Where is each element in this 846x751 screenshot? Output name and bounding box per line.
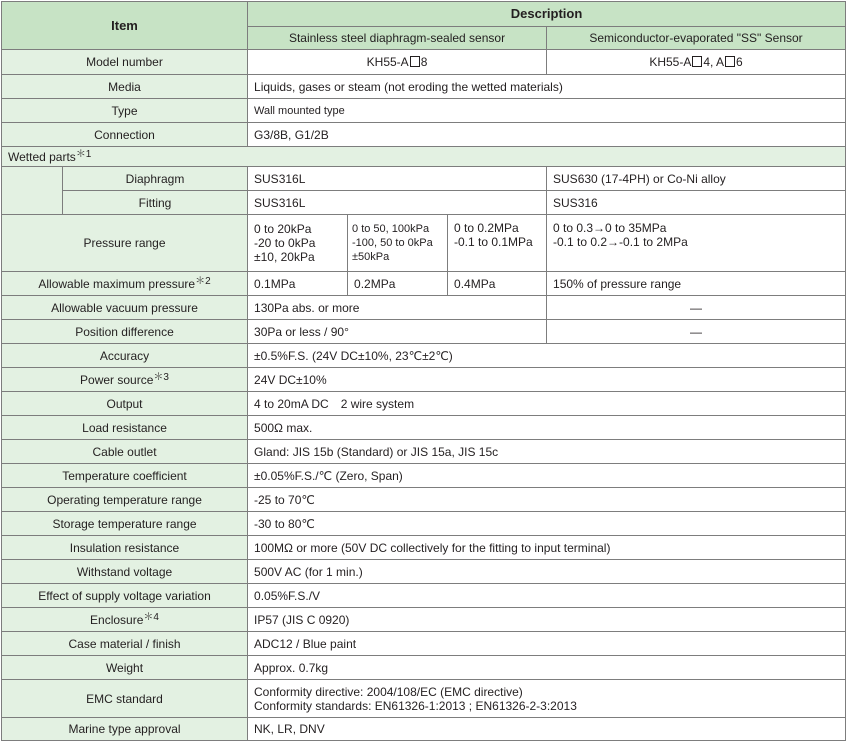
case-material-label: Case material / finish [2, 632, 248, 656]
row-pressure-range [2, 215, 846, 272]
output-value: 4 to 20mA DC 2 wire system [248, 392, 846, 416]
position-difference-value: 30Pa or less / 90° [248, 320, 547, 344]
model-number-label: Model number [2, 50, 248, 75]
row-output [2, 392, 846, 416]
row-insulation-resistance [2, 536, 846, 560]
media-value: Liquids, gases or steam (not eroding the wetted materials) [248, 75, 846, 99]
pressure-range-ss: 0 to 0.3→0 to 35MPa -0.1 to 0.2→-0.1 to 2MPa [547, 215, 846, 272]
row-weight [2, 656, 846, 680]
row-withstand-voltage [2, 560, 846, 584]
supply-voltage-variation-label: Effect of supply voltage variation [2, 584, 248, 608]
wetted-parts-indent [2, 167, 63, 215]
header-row [2, 2, 846, 27]
footnote-2: ＊2 [195, 275, 211, 287]
allowable-max-col2: 0.2MPa [348, 272, 448, 296]
accuracy-value: ±0.5%F.S. (24V DC±10%, 23℃±2℃) [248, 344, 846, 368]
fitting-stainless: SUS316L [248, 191, 547, 215]
pressure-range-col3: 0 to 0.2MPa -0.1 to 0.1MPa [448, 215, 547, 272]
description-header: Description [248, 2, 846, 27]
diaphragm-stainless: SUS316L [248, 167, 547, 191]
insulation-resistance-value: 100MΩ or more (50V DC collectively for the fitting to input terminal) [248, 536, 846, 560]
row-position-difference [2, 320, 846, 344]
row-power-source [2, 368, 846, 392]
operating-temperature-label: Operating temperature range [2, 488, 248, 512]
withstand-voltage-value: 500V AC (for 1 min.) [248, 560, 846, 584]
cable-outlet-value: Gland: JIS 15b (Standard) or JIS 15a, JIS 15c [248, 440, 846, 464]
row-fitting [2, 191, 846, 215]
withstand-voltage-label: Withstand voltage [2, 560, 248, 584]
placeholder-box-icon [692, 56, 702, 67]
row-model-number [2, 50, 846, 75]
load-resistance-value: 500Ω max. [248, 416, 846, 440]
emc-standard-value: Conformity directive: 2004/108/EC (EMC directive) Conformity standards: EN61326-1:2013 ; EN61326-2-3:2013 [248, 680, 846, 718]
case-material-value: ADC12 / Blue paint [248, 632, 846, 656]
row-marine-approval [2, 718, 846, 741]
insulation-resistance-label: Insulation resistance [2, 536, 248, 560]
power-source-value: 24V DC±10% [248, 368, 846, 392]
row-enclosure [2, 608, 846, 632]
wetted-parts-label: Wetted parts$^{*1}$ [2, 147, 846, 167]
power-source-label: Power source$^{*3}$ [2, 368, 248, 392]
footnote-4: ＊4 [143, 611, 159, 623]
row-diaphragm [2, 167, 846, 191]
pressure-range-col2: 0 to 50, 100kPa -100, 50 to 0kPa ±50kPa [348, 215, 448, 272]
allowable-max-ss: 150% of pressure range [547, 272, 846, 296]
operating-temperature-value: -25 to 70℃ [248, 488, 846, 512]
vacuum-ss: — [547, 296, 846, 320]
enclosure-value: IP57 (JIS C 0920) [248, 608, 846, 632]
row-storage-temperature [2, 512, 846, 536]
accuracy-label: Accuracy [2, 344, 248, 368]
position-difference-label: Position difference [2, 320, 248, 344]
diaphragm-ss: SUS630 (17-4PH) or Co-Ni alloy [547, 167, 846, 191]
enclosure-label: Enclosure$^{*4}$ [2, 608, 248, 632]
position-difference-ss: — [547, 320, 846, 344]
row-case-material [2, 632, 846, 656]
footnote-3: ＊3 [153, 371, 169, 383]
model-number-ss: KH55-A 4, A 6 [547, 50, 846, 75]
type-label: Type [2, 99, 248, 123]
cable-outlet-label: Cable outlet [2, 440, 248, 464]
marine-approval-value: NK, LR, DNV [248, 718, 846, 741]
row-accuracy [2, 344, 846, 368]
marine-approval-label: Marine type approval [2, 718, 248, 741]
allowable-max-col3: 0.4MPa [448, 272, 547, 296]
storage-temperature-label: Storage temperature range [2, 512, 248, 536]
row-supply-voltage-variation [2, 584, 846, 608]
semiconductor-sensor-header: Semiconductor-evaporated "SS" Sensor [547, 27, 846, 50]
row-emc-standard [2, 680, 846, 718]
model-number-stainless: KH55-A 8 [248, 50, 547, 75]
fitting-label: Fitting [63, 191, 248, 215]
weight-value: Approx. 0.7kg [248, 656, 846, 680]
storage-temperature-value: -30 to 80℃ [248, 512, 846, 536]
placeholder-box-icon [725, 56, 735, 67]
row-connection [2, 123, 846, 147]
diaphragm-label: Diaphragm [63, 167, 248, 191]
emc-standard-label: EMC standard [2, 680, 248, 718]
temperature-coefficient-label: Temperature coefficient [2, 464, 248, 488]
allowable-max-pressure-label: Allowable maximum pressure$^{*2}$ [2, 272, 248, 296]
row-load-resistance [2, 416, 846, 440]
row-temperature-coefficient [2, 464, 846, 488]
row-cable-outlet [2, 440, 846, 464]
stainless-sensor-header: Stainless steel diaphragm-sealed sensor [248, 27, 547, 50]
pressure-range-col1: 0 to 20kPa -20 to 0kPa ±10, 20kPa [248, 215, 348, 272]
connection-label: Connection [2, 123, 248, 147]
connection-value: G3/8B, G1/2B [248, 123, 846, 147]
vacuum-value: 130Pa abs. or more [248, 296, 547, 320]
row-media [2, 75, 846, 99]
media-label: Media [2, 75, 248, 99]
row-vacuum [2, 296, 846, 320]
item-header: Item [2, 2, 248, 50]
row-allowable-max-pressure [2, 272, 846, 296]
weight-label: Weight [2, 656, 248, 680]
footnote-1: ＊1 [75, 148, 92, 160]
allowable-max-col1: 0.1MPa [248, 272, 348, 296]
temperature-coefficient-value: ±0.05%F.S./℃ (Zero, Span) [248, 464, 846, 488]
specification-table [1, 1, 846, 741]
row-wetted-parts [2, 147, 846, 167]
supply-voltage-variation-value: 0.05%F.S./V [248, 584, 846, 608]
output-label: Output [2, 392, 248, 416]
pressure-range-label: Pressure range [2, 215, 248, 272]
type-value: Wall mounted type [248, 99, 846, 123]
placeholder-box-icon [410, 56, 420, 67]
vacuum-label: Allowable vacuum pressure [2, 296, 248, 320]
load-resistance-label: Load resistance [2, 416, 248, 440]
row-operating-temperature [2, 488, 846, 512]
row-type [2, 99, 846, 123]
fitting-ss: SUS316 [547, 191, 846, 215]
